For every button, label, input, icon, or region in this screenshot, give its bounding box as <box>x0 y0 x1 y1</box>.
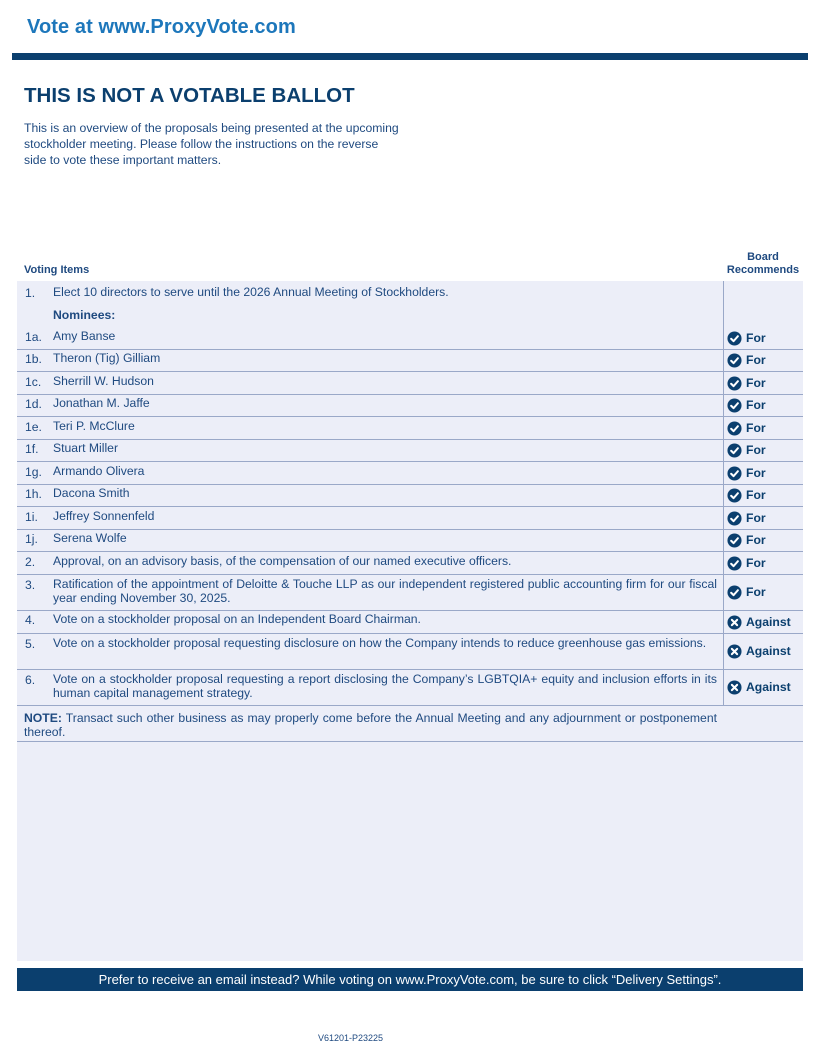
item-text: Theron (Tig) Gilliam <box>53 351 161 365</box>
check-circle-icon <box>727 331 742 346</box>
board-recommendation <box>727 584 766 600</box>
board-recommendation <box>727 487 766 503</box>
item-text: Vote on a stockholder proposal requesting disclosure on how the Company intends to reduce greenhouse gas emissions. <box>53 636 707 650</box>
voting-item-row <box>17 507 803 530</box>
board-recommends-header: Board Recommends <box>726 251 800 276</box>
item-text: Armando Olivera <box>53 464 145 478</box>
item-1-text: Elect 10 directors to serve until the 2026 Annual Meeting of Stockholders. <box>53 285 449 299</box>
voting-item-row <box>17 462 803 485</box>
item-text: Dacona Smith <box>53 486 130 500</box>
board-recommendation <box>727 397 766 413</box>
header-divider-bar <box>12 53 808 60</box>
note-paragraph <box>24 712 717 739</box>
x-circle-icon <box>727 644 742 659</box>
recommendation-label: For <box>746 353 766 367</box>
board-recommendation <box>727 679 791 695</box>
voting-item-row <box>17 439 803 462</box>
voting-item-row <box>17 633 803 670</box>
board-recommendation <box>727 420 766 436</box>
recommendation-label: For <box>746 331 766 345</box>
document-code: V61201-P23225 <box>318 1033 384 1043</box>
item-number: 1f. <box>25 442 39 456</box>
recommendation-label: For <box>746 421 766 435</box>
board-recommendation <box>727 555 766 571</box>
recommendation-label: For <box>746 556 766 570</box>
check-circle-icon <box>727 533 742 548</box>
check-circle-icon <box>727 376 742 391</box>
x-circle-icon <box>727 615 742 630</box>
item-number: 1c. <box>25 375 42 389</box>
board-recommendation <box>727 375 766 391</box>
board-recommendation <box>727 442 766 458</box>
recommendation-label: Against <box>746 615 791 629</box>
item-text: Approval, on an advisory basis, of the compensation of our named executive officers. <box>53 554 512 568</box>
item-text: Jonathan M. Jaffe <box>53 396 150 410</box>
voting-item-row <box>17 394 803 417</box>
voting-items-header: Voting Items <box>24 264 90 276</box>
footer-text: Prefer to receive an email instead? While voting on www.ProxyVote.com, be sure to click “Delivery Settings”. <box>98 972 722 987</box>
recommendation-label: For <box>746 585 766 599</box>
item-text: Amy Banse <box>53 329 116 343</box>
item-number: 6. <box>25 673 36 687</box>
board-recommendation <box>727 330 766 346</box>
item-number: 1e. <box>25 420 42 434</box>
check-circle-icon <box>727 398 742 413</box>
check-circle-icon <box>727 421 742 436</box>
nominees-label: Nominees: <box>53 308 116 322</box>
board-recommendation <box>727 510 766 526</box>
item-number: 1j. <box>25 532 38 546</box>
item-number: 1g. <box>25 465 42 479</box>
check-circle-icon <box>727 353 742 368</box>
item-text: Vote on a stockholder proposal on an Independent Board Chairman. <box>53 612 421 626</box>
recommendation-label: For <box>746 443 766 457</box>
note-label: NOTE: <box>24 711 62 725</box>
voting-item-row <box>17 417 803 440</box>
check-circle-icon <box>727 556 742 571</box>
recommendation-label: Against <box>746 680 791 694</box>
item-number: 1i. <box>25 510 38 524</box>
item-number: 2. <box>25 555 36 569</box>
check-circle-icon <box>727 466 742 481</box>
recommendation-label: For <box>746 488 766 502</box>
item-number: 4. <box>25 613 36 627</box>
check-circle-icon <box>727 585 742 600</box>
item-text: Jeffrey Sonnenfeld <box>53 509 155 523</box>
item-text: Stuart Miller <box>53 441 119 455</box>
item-text: Vote on a stockholder proposal requesting a report disclosing the Company’s LGBTQIA+ equity and inclusion efforts in its human capital management strategy. <box>53 672 717 700</box>
check-circle-icon <box>727 488 742 503</box>
item-text: Serena Wolfe <box>53 531 127 545</box>
item-1-number: 1. <box>25 286 36 300</box>
voting-item-row <box>17 669 803 706</box>
voting-item-row <box>17 529 803 552</box>
board-recommendation <box>727 352 766 368</box>
item-number: 3. <box>25 578 36 592</box>
board-recommendation <box>727 614 791 630</box>
proxyvote-header-link[interactable]: Vote at www.ProxyVote.com <box>27 16 296 38</box>
voting-item-row <box>17 484 803 507</box>
recommendation-label: Against <box>746 644 791 658</box>
board-recommendation <box>727 643 791 659</box>
board-recommendation <box>727 532 766 548</box>
page-title: THIS IS NOT A VOTABLE BALLOT <box>24 84 355 107</box>
x-circle-icon <box>727 680 742 695</box>
recommendation-label: For <box>746 466 766 480</box>
voting-item-row <box>17 610 803 634</box>
check-circle-icon <box>727 443 742 458</box>
item-number: 1b. <box>25 352 42 366</box>
voting-item-row <box>17 327 803 350</box>
recommendation-label: For <box>746 511 766 525</box>
recommendation-label: For <box>746 398 766 412</box>
check-circle-icon <box>727 511 742 526</box>
voting-item-row <box>17 552 803 575</box>
voting-item-row <box>17 372 803 395</box>
item-text: Sherrill W. Hudson <box>53 374 154 388</box>
delivery-settings-banner <box>17 968 803 991</box>
note-divider <box>17 741 803 742</box>
recommendation-label: For <box>746 376 766 390</box>
voting-item-row <box>17 349 803 372</box>
intro-paragraph: This is an overview of the proposals being presented at the upcoming stockholder meeting. Please follow the instructions on the reverse side to vote these important matters. <box>24 121 399 167</box>
item-number: 1h. <box>25 487 42 501</box>
recommendation-label: For <box>746 533 766 547</box>
note-text: Transact such other business as may properly come before the Annual Meeting and any adjournment or postponement thereof. <box>24 711 717 739</box>
board-recommendation <box>727 465 766 481</box>
item-text: Teri P. McClure <box>53 419 135 433</box>
item-number: 1d. <box>25 397 42 411</box>
item-number: 1a. <box>25 330 42 344</box>
voting-item-row <box>17 574 803 611</box>
item-number: 5. <box>25 637 36 651</box>
item-text: Ratification of the appointment of Deloitte & Touche LLP as our independent registered public accounting firm for our fiscal year ending November 30, 2025. <box>53 577 717 605</box>
